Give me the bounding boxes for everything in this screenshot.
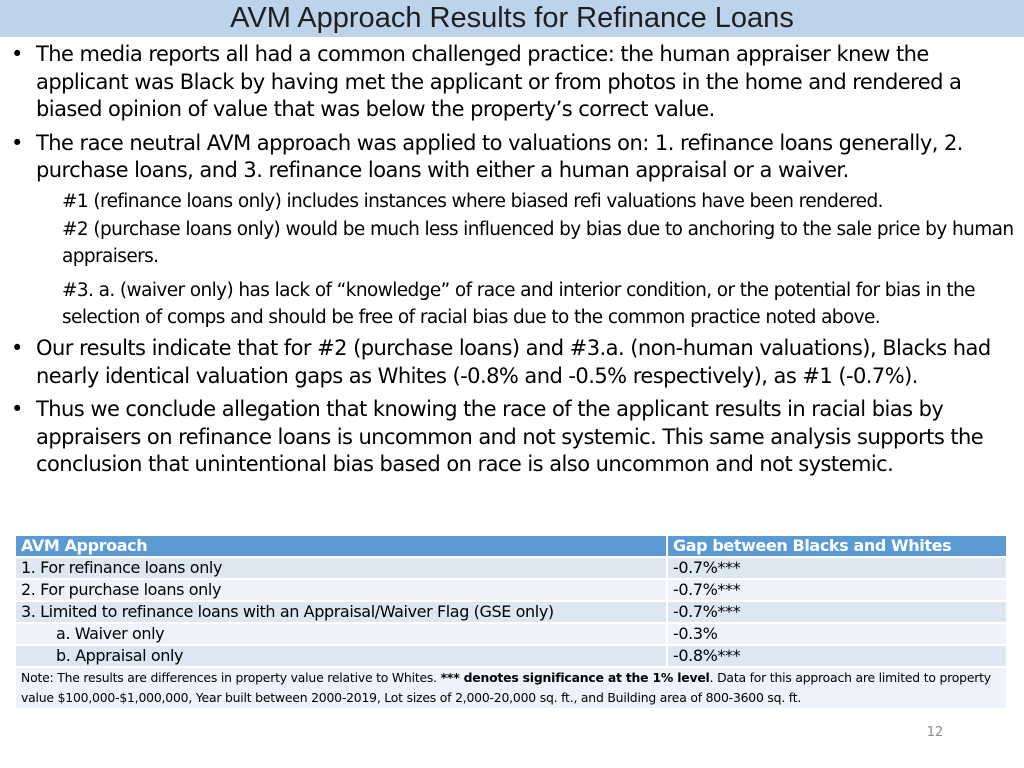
approach-cell: 3. Limited to refinance loans with an Appraisal/Waiver Flag (GSE only) — [15, 601, 667, 623]
column-header-approach: AVM Approach — [15, 535, 667, 557]
gap-cell: -0.7%*** — [667, 601, 1007, 623]
table-row — [15, 623, 1007, 645]
note-prefix: Note: The results are differences in property value relative to Whites. — [21, 670, 441, 685]
bullet-item — [0, 41, 1024, 124]
note-significance: *** denotes significance at the 1% level — [440, 670, 710, 685]
bullet-item — [0, 335, 1024, 390]
gap-cell: -0.3% — [667, 623, 1007, 645]
bullet-text: The media reports all had a common challenged practice: the human appraiser knew the applicant was Black by having met the applicant or from photos in the home and rendered a biased opinion of value that was below the property’s correct value. — [36, 42, 962, 121]
approach-cell: 2. For purchase loans only — [15, 579, 667, 601]
table-note-row — [15, 667, 1007, 709]
approach-cell: 1. For refinance loans only — [15, 557, 667, 579]
sub-point: #1 (refinance loans only) includes instances where biased refi valuations have been rendered. — [62, 190, 883, 212]
page-number: 12 — [926, 725, 944, 740]
bullet-text: Thus we conclude allegation that knowing the race of the applicant results in racial bias by appraisers on refinance loans is uncommon and not systemic. This same analysis supports the conclusion that unintentional bias based on race is also uncommon and not systemic. — [36, 397, 984, 476]
column-header-gap: Gap between Blacks and Whites — [667, 535, 1007, 557]
approach-cell: b. Appraisal only — [15, 645, 667, 667]
bullet-dot-icon: • — [11, 130, 23, 155]
gap-cell: -0.7%*** — [667, 557, 1007, 579]
bullet-text: The race neutral AVM approach was applied to valuations on: 1. refinance loans generally, 2. purchase loans, and 3. refinance loans with either a human appraisal or a waiver. — [36, 130, 963, 182]
table-header-row — [15, 535, 1007, 557]
approach-cell: a. Waiver only — [15, 623, 667, 645]
bullet-list — [0, 41, 1024, 485]
table-row — [15, 645, 1007, 667]
table-note — [15, 667, 1007, 709]
table-row — [15, 579, 1007, 601]
sub-point: #3. a. (waiver only) has lack of “knowledge” of race and interior condition, or the potential for bias in the selection of comps and should be free of racial bias due to the common practice noted above. — [62, 280, 975, 328]
bullet-item — [0, 130, 1024, 185]
bullet-text: Our results indicate that for #2 (purchase loans) and #3.a. (non-human valuations), Blacks had nearly identical valuation gaps as Whites (-0.8% and -0.5% respectively), as #1 (-0.7%). — [36, 336, 991, 388]
gap-cell: -0.7%*** — [667, 579, 1007, 601]
bullet-dot-icon: • — [11, 397, 23, 421]
note-suffix: . Data for this approach are limited to property value $100,000-$1,000,000, Year built between 2000-2019, Lot sizes of 2,000-20,000 sq. ft., and Building area of 800-3600 sq. ft. — [21, 670, 991, 705]
sub-point: #2 (purchase loans only) would be much less influenced by bias due to anchoring to the sale price by human appraisers. — [62, 219, 1014, 267]
gap-cell: -0.8%*** — [667, 645, 1007, 667]
bullet-item — [0, 396, 1024, 479]
table-row — [15, 557, 1007, 579]
bullet-dot-icon: • — [11, 336, 23, 360]
table-row — [15, 601, 1007, 623]
slide-title: AVM Approach Results for Refinance Loans — [230, 2, 794, 34]
results-table — [14, 534, 1008, 710]
bullet-dot-icon: • — [11, 42, 23, 66]
